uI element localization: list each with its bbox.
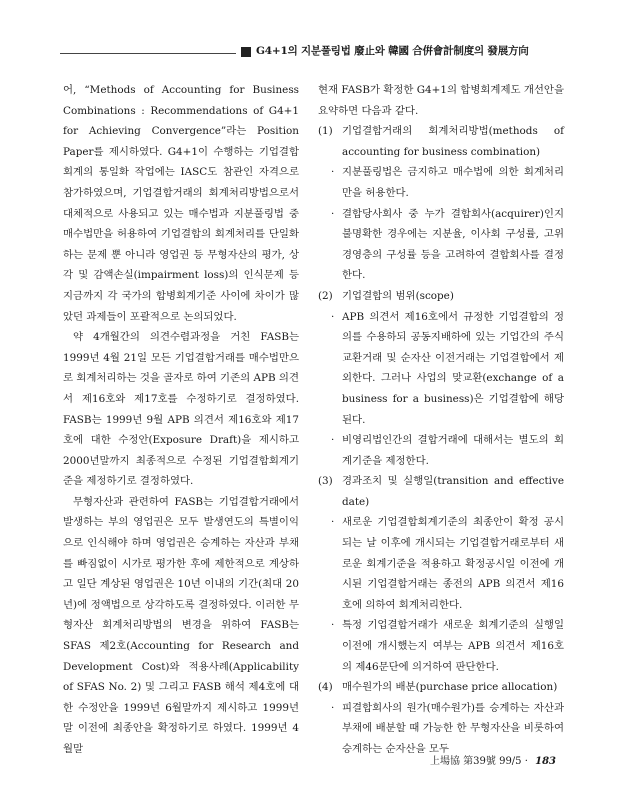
journal-issue: 上場協 第39號 99/5 — [430, 756, 522, 767]
bullet-dot: · — [331, 516, 335, 529]
bullet-item — [318, 698, 564, 760]
item-heading-text: 경과조치 및 실행일(transition and effective date) — [342, 475, 564, 508]
bullet-item — [318, 430, 564, 471]
running-header — [60, 40, 575, 66]
page-number: 183 — [535, 756, 556, 767]
bullet-item — [318, 307, 564, 431]
bullet-dot: · — [331, 166, 335, 179]
paragraph: 어, “Methods of Accounting for Business Combinations : Recommendations of G4+1 for Achieving Convergence”라는 Position Paper를 제시하였다. G4+1이 수행하는 기업결합회계의 통일화 작업에는 IASC도 참관인 자격으로 참가하였으며, 기업결합거래의 회계처리방법으로서 대체적으로 사용되고 있는 매수법과 지분풀링법 중 매수법만을 허용하여 기업결합의 회계처리를 단일화하는 문제 뿐 아니라 영업권 등 무형자산의 평가, 상각 및 감액손실(impairment loss)의 인식문제 등 지금까지 각 국가의 합병회계기준 사이에 차이가 많았던 과제들이 포괄적으로 논의되었다. — [63, 84, 299, 323]
bullet-dot: · — [331, 310, 335, 323]
left-column — [63, 80, 299, 760]
footer-separator: · — [524, 756, 528, 767]
bullet-dot: · — [331, 701, 335, 714]
item-heading-4 — [318, 677, 564, 698]
bullet-dot: · — [331, 619, 335, 632]
header-title: G4+1의 지분풀링법 廢止와 韓國 合倂會計制度의 發展方向 — [256, 45, 529, 57]
bullet-item — [318, 615, 564, 677]
item-number: (1) — [318, 125, 333, 138]
bullet-text: APB 의견서 제16호에서 규정한 기업결합의 정의를 수용하되 공동지배하에 있는 기업간의 주식교환거래 및 순자산 이전거래는 기업결합에서 제외한다. 그러나 사업의 맞교환(exchange of a business for a business)은 기업결합에 해당된다. — [342, 310, 564, 426]
bullet-text: 특정 기업결합거래가 새로운 회계기준의 실행일 이전에 개시했는지 여부는 APB 의견서 제16호의 제46문단에 의거하여 판단한다. — [342, 619, 564, 673]
header-rule — [60, 53, 236, 54]
bullet-item — [318, 162, 564, 203]
item-number: (4) — [318, 681, 333, 694]
header-square-marker — [241, 47, 251, 57]
item-heading-text: 매수원가의 배분(purchase price allocation) — [342, 681, 558, 694]
item-heading-text: 기업결합의 범위(scope) — [342, 289, 454, 302]
bullet-item — [318, 204, 564, 286]
right-column — [318, 80, 564, 760]
item-number: (2) — [318, 289, 333, 302]
paragraph: 약 4개월간의 의견수렴과정을 거친 FASB는 1999년 4월 21일 모든 기업결합거래를 매수법만으로 회계처리하는 것을 골자로 하여 기존의 APB 의견서 제16호와 제17호를 수정하기로 결정하였다. FASB는 1999년 9월 APB 의견서 제16호와 제17호에 대한 수정안(Exposure Draft)을 제시하고 2000년말까지 최종적으로 수정된 기업결합회계기준을 제정하기로 결정하였다. — [63, 331, 299, 488]
item-heading-2 — [318, 286, 564, 307]
item-heading-3 — [318, 471, 564, 512]
bullet-item — [318, 512, 564, 615]
item-heading-1 — [318, 121, 564, 162]
paragraph: 무형자산과 관련하여 FASB는 기업결합거래에서 발생하는 부의 영업권은 모두 발생연도의 특별이익으로 인식해야 하며 영업권은 승계하는 자산과 부채를 빠짐없이 시가로 평가한 후에 제한적으로 계상하고 일단 계상된 영업권은 10년 이내의 기간(최대 20년)에 정액법으로 상각하도록 결정하였다. 이러한 무형자산 회계처리방법의 변경을 위하여 FASB는 SFAS 제2호(Accounting for Research and Development Cost)와 적용사례(Applicability of SFAS No. 2) 및 그리고 FASB 해석 제4호에 대한 수정안을 1999년 6월말까지 제시하고 1999년말 이전에 최종안을 확정하기로 하였다. 1999년 4월말 — [63, 495, 299, 755]
bullet-dot: · — [331, 434, 335, 447]
bullet-text: 비영리법인간의 결합거래에 대해서는 별도의 회계기준을 제정한다. — [342, 434, 564, 467]
bullet-text: 결합당사회사 중 누가 결합회사(acquirer)인지 불명확한 경우에는 지분율, 이사회 구성률, 고위경영층의 구성률 등을 고려하여 결합회사를 결정한다. — [342, 207, 564, 282]
bullet-text: 새로운 기업결합회계기준의 최종안이 확정 공시되는 날 이후에 개시되는 기업결합거래로부터 새로운 회계기준을 적용하고 확정공시일 이전에 개시된 기업결합거래는 종전의 APB 의견서 제16호에 의하여 회계처리한다. — [342, 516, 564, 611]
bullet-dot: · — [331, 207, 335, 220]
bullet-text: 지분풀링법은 금지하고 매수법에 의한 회계처리만을 허용한다. — [342, 166, 564, 199]
item-number: (3) — [318, 475, 333, 488]
bullet-text: 피결합회사의 원가(매수원가)를 승계하는 자산과 부채에 배분할 때 가능한 한 무형자산을 비롯하여 승계하는 순자산을 모두 — [342, 701, 564, 755]
page-footer — [430, 752, 556, 767]
intro-paragraph: 현재 FASB가 확정한 G4+1의 합병회계제도 개선안을 요약하면 다음과 같다. — [318, 84, 564, 117]
item-heading-text: 기업결합거래의 회계처리방법(methods of accounting for business combination) — [342, 125, 564, 158]
